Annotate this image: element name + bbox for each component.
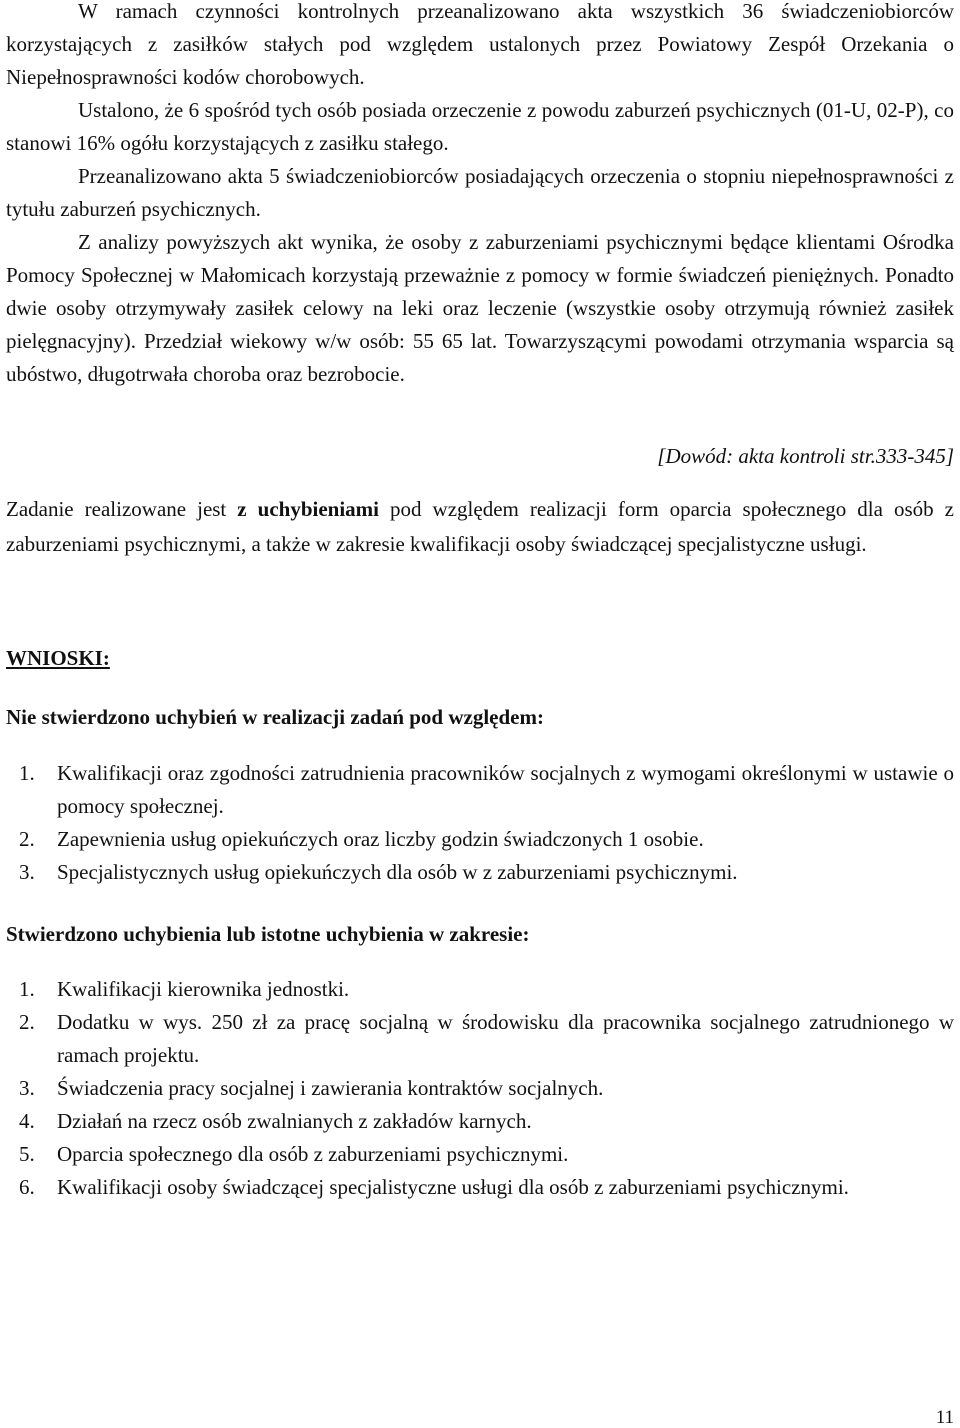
list-item-text: Dodatku w wys. 250 zł za pracę socjalną w środowisku dla pracownika socjalnego zatrudnionego w ramach projektu. [57, 1010, 954, 1067]
task-statement [6, 492, 954, 562]
no-deficiencies-list [6, 757, 954, 889]
task-statement-end: pod względem realizacji form oparcia społecznego dla osób z zaburzeniami psychicznymi, a także w zakresie kwalifikacji osoby świadczącej specjalistyczne usługi. [6, 497, 954, 556]
paragraph-analysis-intro: W ramach czynności kontrolnych przeanalizowano akta wszystkich 36 świadczeniobiorców korzystających z zasiłków stałych pod względem ustalonych przez Powiatowy Zespół Orzekania o Niepełnosprawności kodów chorobowych. [6, 0, 954, 89]
list-item-number: 6. [19, 1175, 35, 1199]
list-item-text: Kwalifikacji kierownika jednostki. [57, 977, 350, 1001]
no-deficiencies-heading: Nie stwierdzono uchybień w realizacji zadań pod względem: [6, 705, 544, 729]
list-item-text: Zapewnienia usług opiekuńczych oraz liczby godzin świadczonych 1 osobie. [57, 827, 704, 851]
list-item-text: Kwalifikacji oraz zgodności zatrudnienia pracowników socjalnych z wymogami określonymi w ustawie o pomocy społecznej. [57, 761, 954, 818]
list-item-text: Działań na rzecz osób zwalnianych z zakładów karnych. [57, 1109, 532, 1133]
list-item [6, 1006, 954, 1072]
list-item-number: 4. [19, 1109, 35, 1133]
list-item [6, 1105, 954, 1138]
list-item-number: 5. [19, 1142, 35, 1166]
conclusions-heading: WNIOSKI: [6, 646, 110, 670]
list-item [6, 1171, 954, 1204]
list-item-number: 1. [19, 977, 35, 1001]
list-item [6, 823, 954, 856]
list-item [6, 757, 954, 823]
list-item-text: Specjalistycznych usług opiekuńczych dla osób w z zaburzeniami psychicznymi. [57, 860, 738, 884]
list-item-text: Oparcia społecznego dla osób z zaburzeniami psychicznymi. [57, 1142, 569, 1166]
deficiencies-list [6, 973, 954, 1204]
list-item-number: 3. [19, 1076, 35, 1100]
list-item [6, 973, 954, 1006]
deficiencies-heading: Stwierdzono uchybienia lub istotne uchybienia w zakresie: [6, 922, 530, 946]
task-statement-start: Zadanie realizowane jest [6, 497, 238, 521]
page-number: 11 [935, 1407, 954, 1428]
list-item-number: 3. [19, 860, 35, 884]
list-item-number: 2. [19, 1010, 35, 1034]
list-item-text: Świadczenia pracy socjalnej i zawierania kontraktów socjalnych. [57, 1076, 604, 1100]
document-page [6, 0, 954, 1204]
list-item [6, 856, 954, 889]
list-item-text: Kwalifikacji osoby świadczącej specjalistyczne usługi dla osób z zaburzeniami psychicznymi. [57, 1175, 849, 1199]
list-item [6, 1072, 954, 1105]
list-item [6, 1138, 954, 1171]
paragraph-analysis-result: Z analizy powyższych akt wynika, że osoby z zaburzeniami psychicznymi będące klientami Ośrodka Pomocy Społecznej w Małomicach korzystają przeważnie z pomocy w formie świadczeń pieniężnych. Ponadto dwie osoby otrzymywały zasiłek celowy na leki oraz leczenie (wszystkie osoby otrzymują również zasiłek pielęgnacyjny). Przedział wiekowy w/w osób: 55 65 lat. Towarzyszącymi powodami otrzymania wsparcia są ubóstwo, długotrwała choroba oraz bezrobocie. [6, 230, 954, 386]
task-statement-emphasis: z uchybieniami [237, 497, 379, 521]
paragraph-findings: Ustalono, że 6 spośród tych osób posiada orzeczenie z powodu zaburzeń psychicznych (01-U, 02-P), co stanowi 16% ogółu korzystających z zasiłku stałego. [6, 98, 954, 155]
paragraph-files-analyzed: Przeanalizowano akta 5 świadczeniobiorców posiadających orzeczenia o stopniu niepełnosprawności z tytułu zaburzeń psychicznych. [6, 164, 954, 221]
list-item-number: 2. [19, 827, 35, 851]
list-item-number: 1. [19, 761, 35, 785]
evidence-reference: [Dowód: akta kontroli str.333-345] [657, 444, 954, 468]
